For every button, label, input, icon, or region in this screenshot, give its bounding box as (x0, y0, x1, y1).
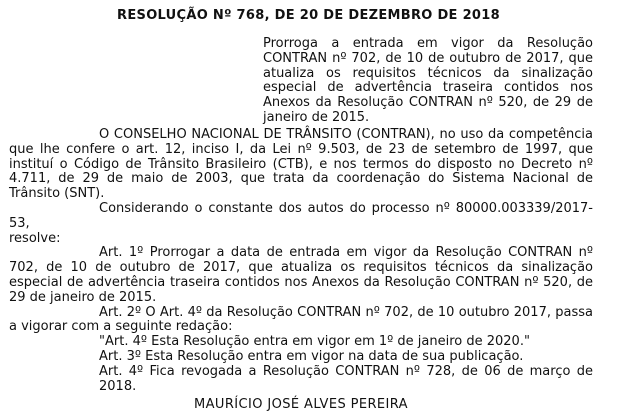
document-body (9, 128, 593, 413)
document-ementa: Prorroga a entrada em vigor da Resolução CONTRAN nº 702, de 10 de outubro de 2017, que atualiza os requisitos técnicos da sinalização especial de advertência traseira contidos nos Anexos da Resolução CONTRAN nº 520, de 29 de janeiro de 2015. (263, 36, 593, 125)
article-2-quote: "Art. 4º Esta Resolução entra em vigor em 1º de janeiro de 2020." (99, 334, 530, 350)
signature-name: MAURÍCIO JOSÉ ALVES PEREIRA (194, 397, 408, 413)
document-title: RESOLUÇÃO Nº 768, DE 20 DE DEZEMBRO DE 2018 (117, 8, 500, 23)
considerando-paragraph: Considerando o constante dos autos do processo nº 80000.003339/2017-53, (9, 200, 593, 231)
article-2: Art. 2º O Art. 4º da Resolução CONTRAN nº 702, de 10 outubro 2017, passa a vigorar com a seguinte redação: (9, 304, 593, 335)
article-4: Art. 4º Fica revogada a Resolução CONTRAN nº 728, de 06 de março de 2018. (99, 363, 593, 394)
article-3: Art. 3º Esta Resolução entra em vigor na data de sua publicação. (99, 348, 524, 364)
resolve-paragraph: resolve: (9, 230, 61, 246)
article-1: Art. 1º Prorrogar a data de entrada em vigor da Resolução CONTRAN nº 702, de 10 de outubro de 2017, que atualiza os requisitos técnicos da sinalização especial de advertência traseira contidos nos Anexos da Resolução CONTRAN nº 520, de 29 de janeiro de 2015. (9, 245, 593, 305)
preamble-paragraph: O CONSELHO NACIONAL DE TRÂNSITO (CONTRAN), no uso da competência que lhe confere o art. 12, inciso I, da Lei nº 9.503, de 23 de setembro de 1997, que instituí o Código de Trânsito Brasileiro (CTB), e nos termos do disposto no Decreto nº 4.711, de 29 de maio de 2003, que trata da coordenação do Sistema Nacional de Trânsito (SNT). (9, 127, 593, 202)
